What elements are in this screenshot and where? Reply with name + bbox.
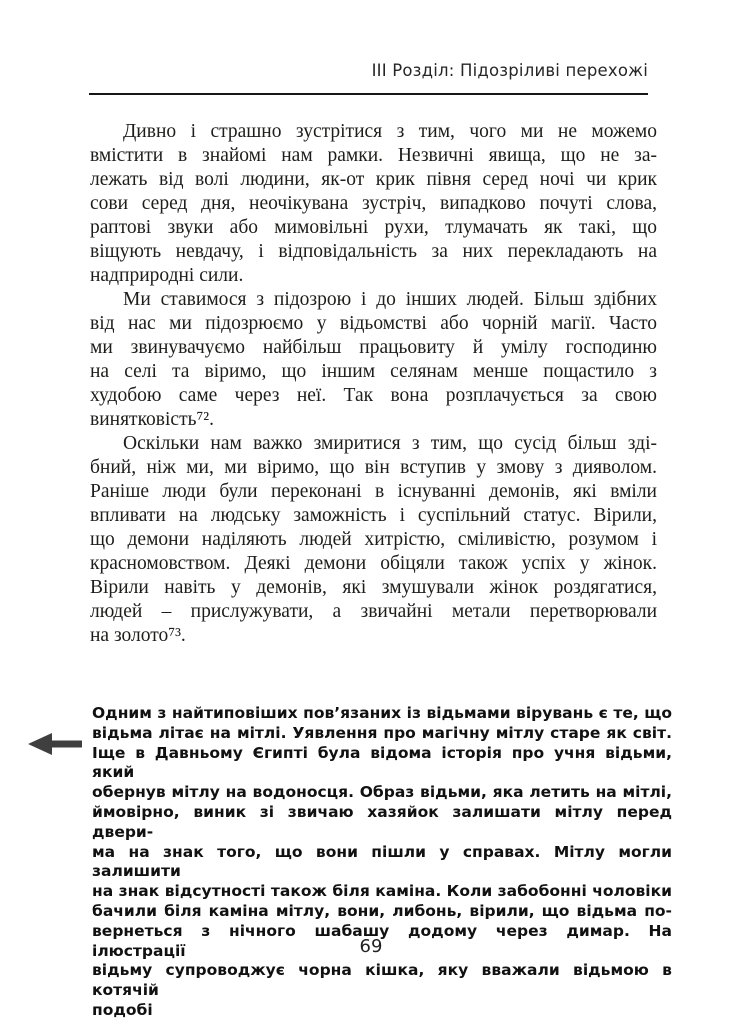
text-line: Оскільки нам важко змиритися з тим, що сусід більш зді- [123, 433, 657, 454]
text-line: обернув мітлу на водоносця. Образ відьми, яка летить на мітлі, [92, 783, 672, 802]
text-line: ма на знак того, що вони пішли у справах. Мітлу могли залишити [92, 842, 672, 881]
paragraph [90, 120, 657, 288]
text-line: худобою саме через неї. Так вона розплачується за свою [90, 385, 657, 406]
body-text-block [90, 120, 657, 648]
text-line: Раніше люди були переконані в існуванні демонів, які вміли [90, 481, 657, 502]
text-line: Іще в Давньому Єгипті була відома історія про учня відьми, який [92, 743, 672, 782]
text-line: лежать від волі людини, як-от крик півня серед ночі чи крик [90, 169, 657, 190]
chapter-running-head: ІІІ Розділ: Підозріливі перехожі [89, 61, 648, 95]
text-line: надприродні сили. [90, 265, 244, 286]
text-line: ймовірно, виник зі звичаю хазяйок залишати мітлу перед двери- [92, 802, 672, 841]
text-line: сови серед дня, неочікувана зустріч, випадково почуті слова, [90, 193, 657, 214]
text-line: на знак відсутності також біля каміна. Коли забобонні чоловіки [92, 882, 672, 901]
text-line: Одним з найтиповіших пов’язаних із відьмами вірувань є те, що [92, 704, 672, 722]
text-line: Вірили навіть у демонів, які змушували жінок роздягатися, [90, 577, 657, 598]
text-line: відьму супроводжує чорна кішка, яку вважали відьмою в котячій [92, 961, 672, 1000]
text-line: Дивно і страшно зустрітися з тим, чого ми не можемо [123, 121, 657, 142]
text-line: від нас ми підозрюємо у відьомстві або чорній магії. Часто [90, 313, 657, 334]
text-line: подобі [92, 1000, 153, 1019]
text-line: на селі та віримо, що іншим селянам менше пощастило з [90, 361, 657, 382]
text-line: відьма літає на мітлі. Уявлення про магічну мітлу старе як світ. [92, 723, 672, 742]
text-line: на золото⁷³. [90, 625, 186, 646]
left-arrow-icon [28, 733, 82, 755]
text-line: бачили біля каміна мітлу, вони, либонь, вірили, що відьма по- [92, 901, 672, 920]
page-number: 69 [359, 936, 383, 957]
text-line: раптові звуки або мимовільні рухи, тлумачать як такі, що [90, 217, 657, 238]
text-line: Ми ставимося з підозрою і до інших людей. Більш здібних [123, 289, 657, 310]
text-line: людей – прислужувати, а звичайні метали перетворювали [90, 601, 657, 622]
text-line: вернеться з нічного шабашу додому через димар. На ілюстрації [92, 921, 672, 960]
text-line: вмістити в знайомі нам рамки. Незвичні явища, що не за- [90, 145, 657, 166]
text-line: красномовством. Деякі демони обіцяли також успіх у жінок. [90, 553, 657, 574]
text-line: ми звинувачуємо найбільш працьовиту й умілу господиню [90, 337, 657, 358]
paragraph [90, 432, 657, 648]
text-line: віщують невдачу, і відповідальність за них перекладають на [90, 241, 657, 262]
text-line: винятковість⁷². [90, 409, 215, 430]
text-line: впливати на людську заможність і суспільний статус. Вірили, [90, 505, 657, 526]
text-line: що демони наділяють людей хитрістю, сміливістю, розумом і [90, 529, 657, 550]
paragraph [90, 288, 657, 432]
illustration-caption [92, 704, 672, 1021]
text-line: бний, ніж ми, ми віримо, що він вступив у змову з дияволом. [90, 457, 657, 478]
